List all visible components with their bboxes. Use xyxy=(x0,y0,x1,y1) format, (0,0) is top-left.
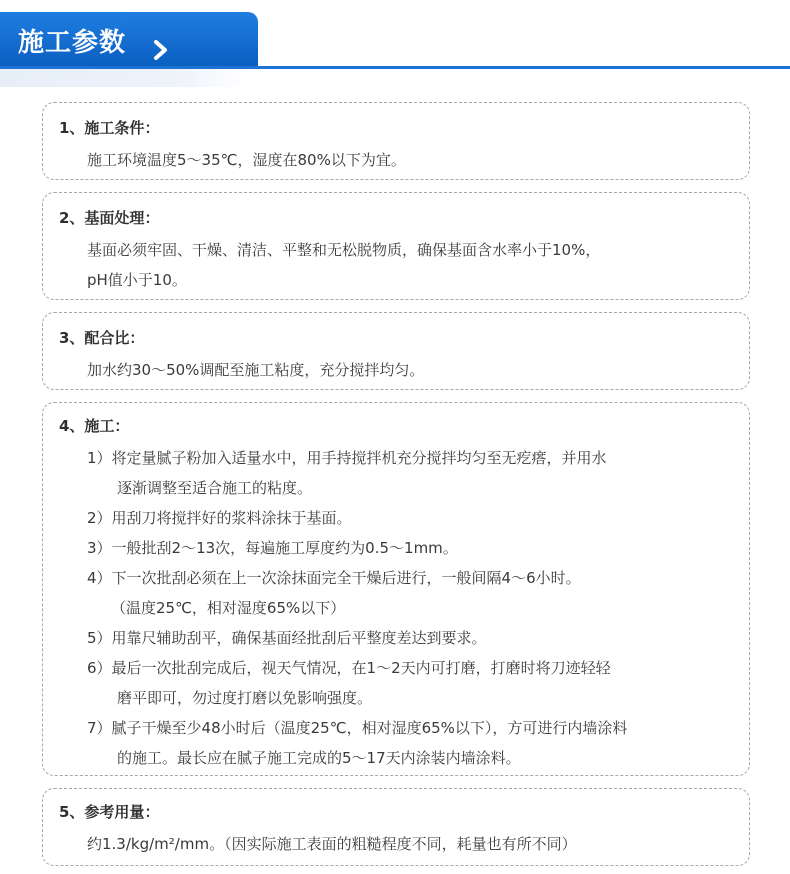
section-header xyxy=(0,0,790,90)
section-title: 3、配合比： xyxy=(59,329,145,347)
step-line: 的施工。最长应在腻子施工完成的5～17天内涂装内墙涂料。 xyxy=(117,749,521,767)
section-text: 约1.3/kg/m²/mm。（因实际施工表面的粗糙程度不同，耗量也有所不同） xyxy=(87,835,577,853)
step-line: 6）最后一次批刮完成后，视天气情况，在1～2天内可打磨，打磨时将刀迹轻轻 xyxy=(87,659,611,677)
section-ratio xyxy=(42,312,750,390)
section-title: 1、施工条件： xyxy=(59,119,160,137)
step-line: 7）腻子干燥至少48小时后（温度25℃，相对湿度65%以下），方可进行内墙涂料 xyxy=(87,719,628,737)
step-line: 磨平即可，勿过度打磨以免影响强度。 xyxy=(117,689,373,707)
step-line: 逐渐调整至适合施工的粘度。 xyxy=(117,479,313,497)
section-conditions xyxy=(42,102,750,180)
section-substrate xyxy=(42,192,750,300)
chevron-right-icon xyxy=(150,39,172,61)
section-text: 施工环境温度5～35℃，湿度在80%以下为宜。 xyxy=(87,151,406,169)
section-text: pH值小于10。 xyxy=(87,271,187,289)
step-line: 3）一般批刮2～13次，每遍施工厚度约为0.5～1mm。 xyxy=(87,539,458,557)
section-application xyxy=(42,402,750,776)
section-title: 4、施工： xyxy=(59,417,130,435)
step-line: 4）下一次批刮必须在上一次涂抹面完全干燥后进行，一般间隔4～6小时。 xyxy=(87,569,581,587)
step-line: 1）将定量腻子粉加入适量水中，用手持搅拌机充分搅拌均匀至无疙瘩，并用水 xyxy=(87,449,607,467)
section-text: 基面必须牢固、干燥、清洁、平整和无松脱物质，确保基面含水率小于10%， xyxy=(87,241,601,259)
section-text: 加水约30～50%调配至施工粘度，充分搅拌均匀。 xyxy=(87,361,425,379)
section-title: 5、参考用量： xyxy=(59,803,160,821)
step-line: 5）用靠尺辅助刮平，确保基面经批刮后平整度差达到要求。 xyxy=(87,629,487,647)
step-line: （温度25℃，相对湿度65%以下） xyxy=(111,599,346,617)
section-usage xyxy=(42,788,750,866)
header-tab xyxy=(0,12,258,66)
header-shadow xyxy=(0,69,250,87)
page-title: 施工参数 xyxy=(18,28,127,58)
step-line: 2）用刮刀将搅拌好的浆料涂抹于基面。 xyxy=(87,509,352,527)
section-title: 2、基面处理： xyxy=(59,209,160,227)
